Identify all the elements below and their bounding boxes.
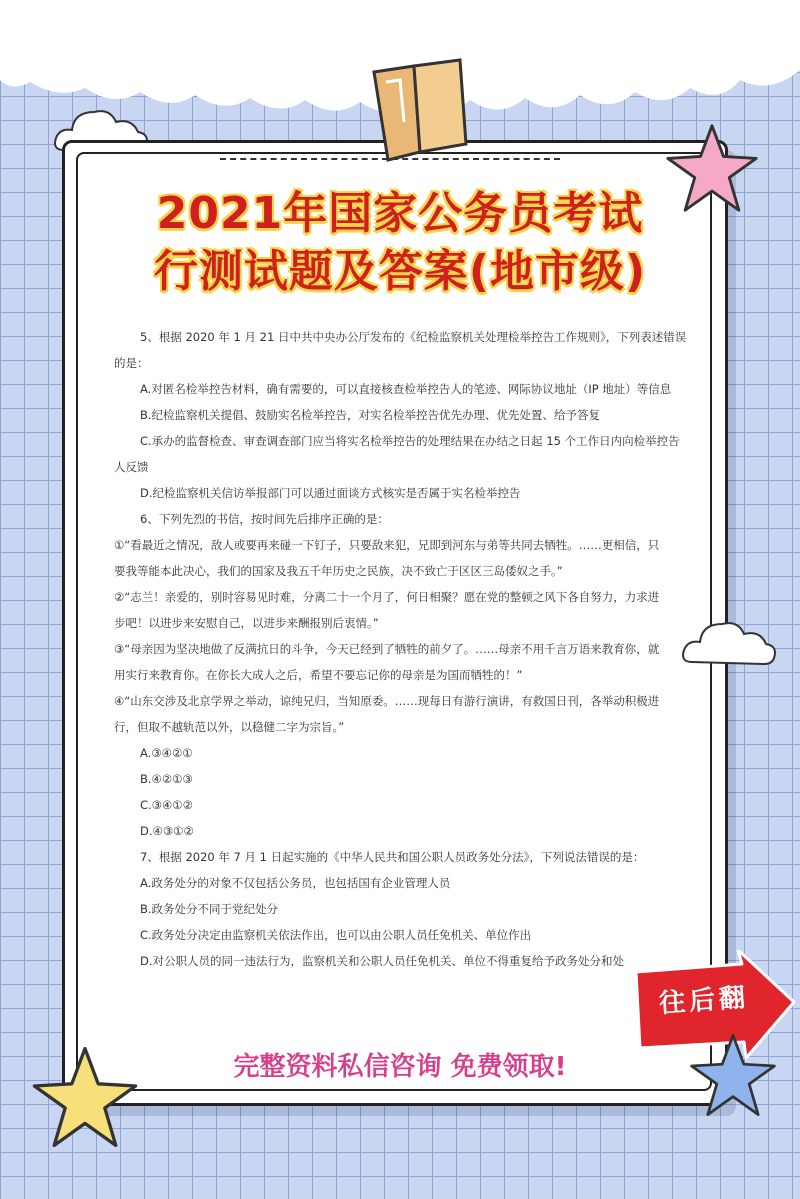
text-line: D.纪检监察机关信访举报部门可以通过面谈方式核实是否属于实名检举控告 [140,486,521,500]
text-line: ③“母亲因为坚决地做了反满抗日的斗争，今天已经到了牺牲的前夕了。……母亲不用千言万语来教育你，就 [114,642,660,656]
cloud-icon [680,612,780,672]
text-line: B.政务处分不同于党纪处分 [140,902,279,916]
text-line: 5、根据 2020 年 1 月 21 日中共中央办公厅发布的《纪检监察机关处理检举控告工作规则》，下列表述错误 [140,330,686,344]
text-line: 用实行来教育你。在你长大成人之后，希望不要忘记你的母亲是为国而牺牲的！” [114,668,523,682]
text-line: 人反馈 [114,460,149,474]
page-title-line2: 行测试题及答案(地市级) [153,246,647,297]
text-line: A.对匿名检举控告材料，确有需要的，可以直接核查检举控告人的笔迹、网际协议地址（IP 地址）等信息 [140,382,672,396]
text-line: B.纪检监察机关提倡、鼓励实名检举控告，对实名检举控告优先办理、优先处置、给予答复 [140,408,601,422]
text-line: 7、根据 2020 年 7 月 1 日起实施的《中华人民共和国公职人员政务处分法》，下列说法错误的是： [140,850,645,864]
star-icon [688,1030,778,1120]
text-line: C.政务处分决定由监察机关依法作出，也可以由公职人员任免机关、单位作出 [140,928,532,942]
text-line: A.③④②① [140,746,193,760]
text-line: D.④③①② [140,824,194,838]
text-line: ②“志兰！亲爱的，别时容易见时难，分离二十一个月了，何日相聚？愿在党的整顿之风下各自努力，力求进 [114,590,660,604]
question-content [114,324,686,974]
text-line: C.承办的监督检查、审查调查部门应当将实名检举控告的处理结果在办结之日起 15 个工作日内向检举控告 [140,434,680,448]
text-line: 要我等能本此决心，我们的国家及我五千年历史之民族，决不致亡于区区三岛倭奴之手。” [114,564,563,578]
text-line: ①“看最近之情况，敌人或要再来碰一下钉子，只要敌来犯，兄即到河东与弟等共同去牺牲。……更相信，只 [114,538,660,552]
text-line: 的是： [114,356,149,370]
page-title-line1: 2021年国家公务员考试 [156,188,644,239]
text-line: D.对公职人员的同一违法行为，监察机关和公职人员任免机关、单位不得重复给予政务处分和处 [140,954,625,968]
next-page-button[interactable]: 往后翻 [658,982,751,1020]
text-line: 步吧！以进步来安慰自己，以进步来酬报别后衷情。” [114,616,379,630]
text-line: C.③④①② [140,798,193,812]
text-line: B.④②①③ [140,772,193,786]
text-line: 行，但取不越轨范以外，以稳健二字为宗旨。” [114,720,345,734]
promo-text: 完整资料私信咨询 免费领取! [233,1052,567,1082]
text-line: A.政务处分的对象不仅包括公务员，也包括国有企业管理人员 [140,876,451,890]
binder-clip-icon [360,52,480,172]
text-line: ④“山东交涉及北京学界之举动，谅纯兄归，当知原委。……现每日有游行演讲，有救国日刊，各举动积极进 [114,694,660,708]
star-icon [30,1042,140,1152]
text-line: 6、下列先烈的书信，按时间先后排序正确的是： [140,512,389,526]
